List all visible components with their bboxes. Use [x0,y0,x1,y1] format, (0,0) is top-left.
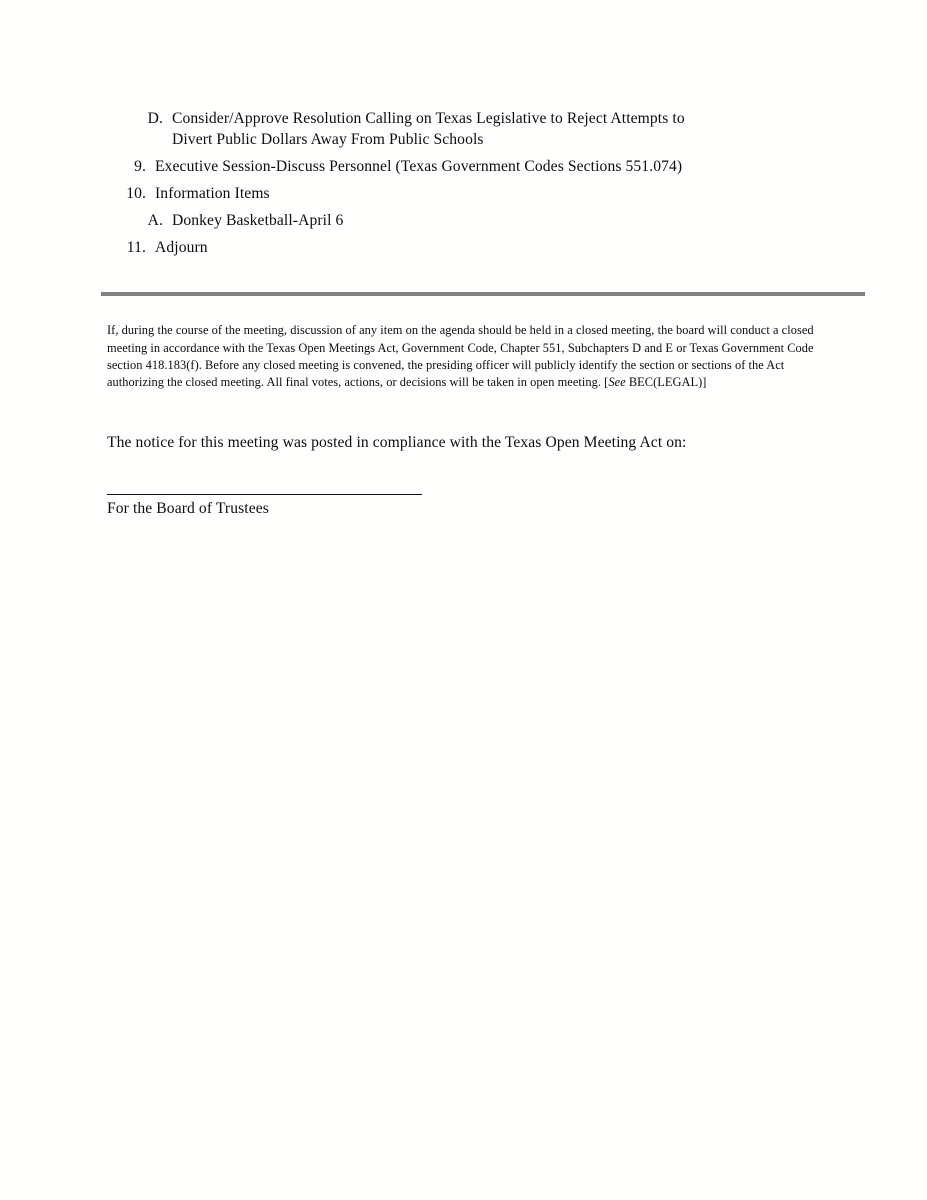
agenda-item-line: Donkey Basketball-April 6 [172,212,344,229]
signature-label: For the Board of Trustees [107,500,269,517]
agenda-item-text [146,156,775,177]
agenda-item-text [163,210,792,231]
posting-statement: The notice for this meeting was posted in compliance with the Texas Open Meeting Act on: [107,433,687,451]
agenda-item-line: Executive Session-Discuss Personnel (Texas Government Codes Sections 551.074) [155,158,683,175]
agenda-item-marker: 11. [126,239,146,256]
agenda-item-text [146,237,775,258]
closed-meeting-notice-part2: BEC(LEGAL)] [625,375,707,390]
closed-meeting-notice-part1: If, during the course of the meeting, discussion of any item on the agenda should be held in a closed meeting, the board will conduct a closed meeting in accordance with the Texas Open Meetings Act, Government Code, Chapter 551, Subchapters D and E or Texas Government Code section 418.183(f). Before any closed meeting is convened, the presiding officer will publicly identify the section or sections of the Act authorizing the closed meeting. All final votes, actions, or decisions will be taken in open meeting. [ [107,323,814,390]
section-divider [101,292,865,296]
agenda-item-line: Information Items [155,185,270,202]
agenda-item [0,237,927,258]
agenda-item [0,156,927,177]
agenda-item-marker: D. [147,110,163,127]
agenda-item [0,183,927,204]
agenda-item [0,210,927,231]
agenda-item-text [163,108,792,150]
agenda-item-marker: 9. [134,158,146,175]
agenda-list [0,108,927,258]
signature-line [107,494,422,495]
closed-meeting-notice [107,322,817,391]
agenda-item-marker: A. [147,212,163,229]
agenda-item [0,108,927,150]
agenda-item-text [146,183,775,204]
agenda-item-line: Adjourn [155,239,208,256]
agenda-item-continuation: Divert Public Dollars Away From Public Schools [172,131,484,148]
agenda-item-marker: 10. [126,185,146,202]
closed-meeting-notice-italic: See [608,375,626,390]
agenda-item-line: Consider/Approve Resolution Calling on Texas Legislative to Reject Attempts to [172,110,685,127]
